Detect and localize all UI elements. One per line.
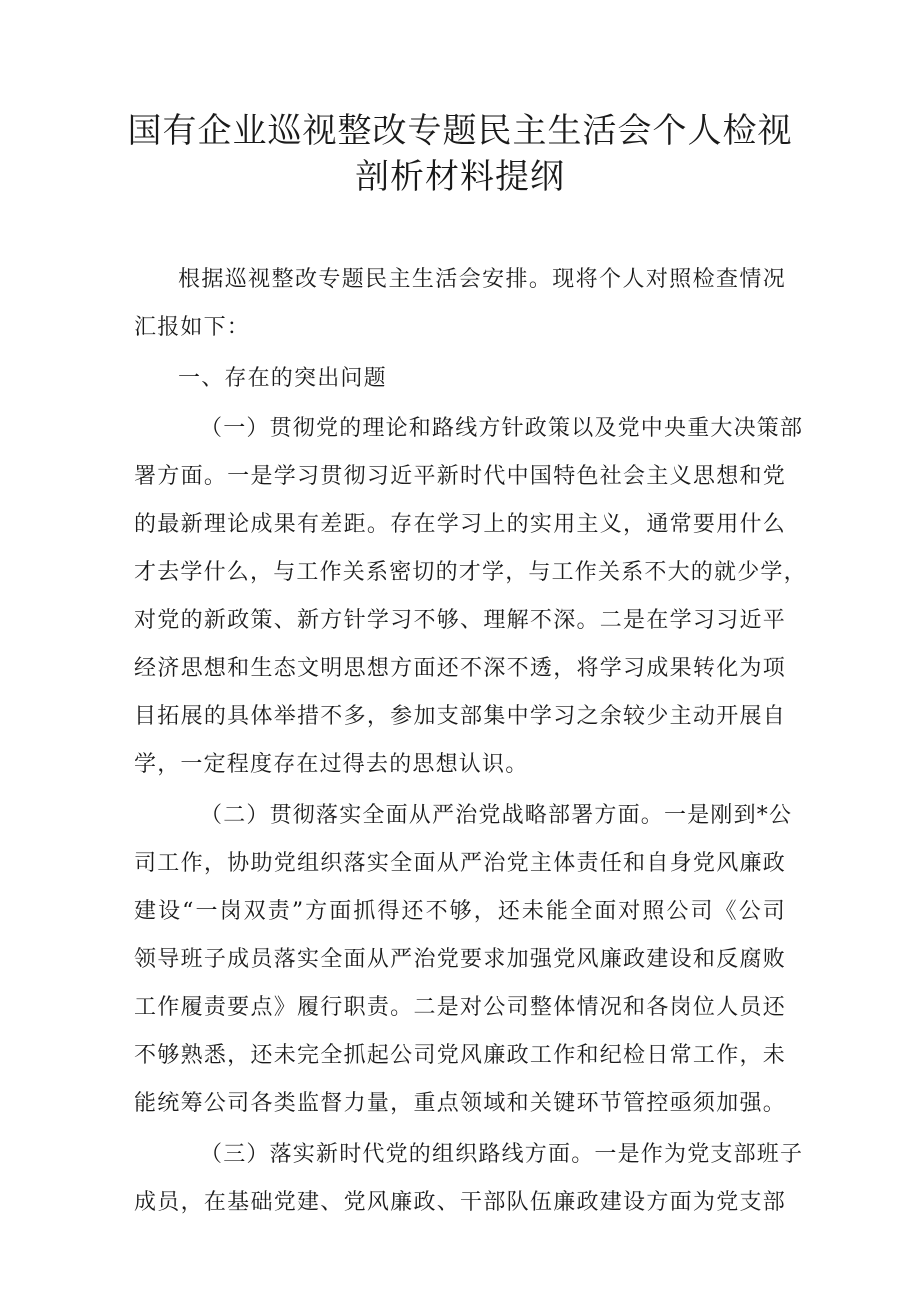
item-1-line: 对党的新政策、新方针学习不够、理解不深。二是在学习习近平 bbox=[134, 608, 786, 633]
section-1-heading: 一、存在的突出问题 bbox=[178, 366, 387, 391]
item-1-line: 经济思想和生态文明思想方面还不深不透，将学习成果转化为项 bbox=[134, 656, 786, 681]
item-2-line: 领导班子成员落实全面从严治党要求加强党风廉政建设和反腐败 bbox=[134, 947, 786, 972]
item-2-line: 建设“一岗双责”方面抓得还不够，还未能全面对照公司《公司 bbox=[134, 899, 786, 924]
item-3-line: （三）落实新时代党的组织路线方面。一是作为党支部班子 bbox=[200, 1142, 804, 1167]
item-1-line: 署方面。一是学习贯彻习近平新时代中国特色社会主义思想和党 bbox=[134, 464, 786, 489]
item-3-line: 成员，在基础党建、党风廉政、干部队伍廉政建设方面为党支部 bbox=[134, 1190, 786, 1215]
intro-line-1: 根据巡视整改专题民主生活会安排。现将个人对照检查情况 bbox=[178, 267, 786, 292]
document-title-line-1: 国有企业巡视整改专题民主生活会个人检视 bbox=[127, 111, 793, 151]
item-2-line: 能统筹公司各类监督力量，重点领域和关键环节管控亟须加强。 bbox=[134, 1091, 786, 1116]
item-2-line: （二）贯彻落实全面从严治党战略部署方面。一是刚到*公 bbox=[200, 803, 793, 828]
item-1-line: （一）贯彻党的理论和路线方针政策以及党中央重大决策部 bbox=[200, 416, 804, 441]
document-title-line-2: 剖析材料提纲 bbox=[355, 157, 565, 197]
item-1-line: 才去学什么，与工作关系密切的才学，与工作关系不大的就少学， bbox=[134, 560, 807, 585]
item-1-line: 目拓展的具体举措不多，参加支部集中学习之余较少主动开展自 bbox=[134, 704, 786, 729]
item-2-line: 不够熟悉，还未完全抓起公司党风廉政工作和纪检日常工作，未 bbox=[134, 1043, 786, 1068]
item-2-line: 司工作，协助党组织落实全面从严治党主体责任和自身党风廉政 bbox=[134, 851, 786, 876]
item-1-line: 学，一定程度存在过得去的思想认识。 bbox=[134, 752, 529, 777]
item-2-line: 工作履责要点》履行职责。二是对公司整体情况和各岗位人员还 bbox=[134, 995, 786, 1020]
item-1-line: 的最新理论成果有差距。存在学习上的实用主义，通常要用什么 bbox=[134, 512, 786, 537]
intro-line-2: 汇报如下： bbox=[134, 315, 251, 340]
